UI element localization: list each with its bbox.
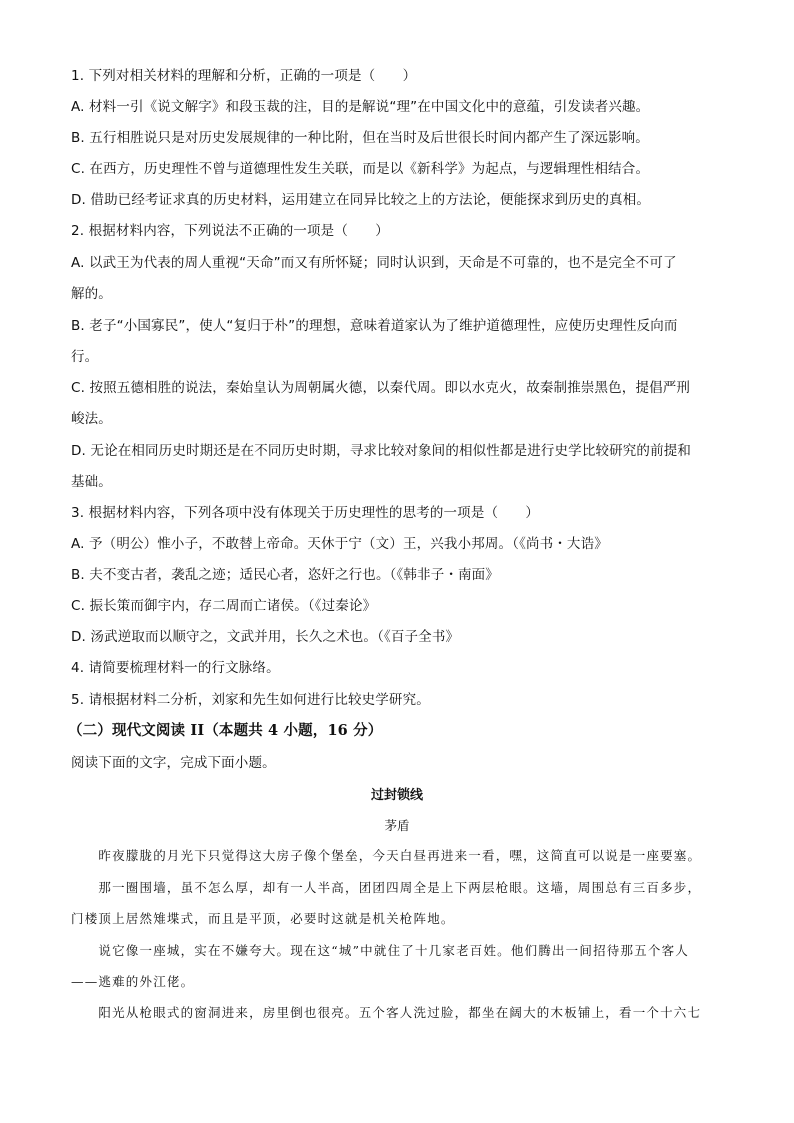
q2-stem: 2. 根据材料内容，下列说法不正确的一项是（ ） xyxy=(71,223,389,239)
q2-option-b-line2: 行。 xyxy=(71,349,99,365)
story-author: 茅盾 xyxy=(384,818,410,833)
section-heading: （二）现代文阅读 II（本题共 4 小题，16 分） xyxy=(68,722,383,739)
story-line: 那一圈围墙，虽不怎么厚，却有一人半高，团团四周全是上下两层枪眼。这墙，周围总有三百多步， xyxy=(71,880,702,895)
story-line: 阳光从枪眼式的窗洞进来，房里倒也很亮。五个客人洗过脸，都坐在阔大的木板铺上，看一个十六七 xyxy=(71,1005,702,1020)
q3-stem: 3. 根据材料内容，下列各项中没有体现关于历史理性的思考的一项是（ ） xyxy=(71,505,540,521)
q3-option-b: B. 夫不变古者，袭乱之迹；适民心者，恣奸之行也。（《韩非子・南面》 xyxy=(71,567,499,583)
section-instruction: 阅读下面的文字，完成下面小题。 xyxy=(71,755,276,771)
story-line: 门楼顶上居然雉堞式，而且是平顶，必要时这就是机关枪阵地。 xyxy=(71,911,455,926)
story-line: 说它像一座城，实在不嫌夸大。现在这“城”中就住了十几家老百姓。他们腾出一间招待那五个客人 xyxy=(71,943,689,958)
story-line: 昨夜朦胧的月光下只觉得这大房子像个堡垒，今天白昼再进来一看，嘿，这简直可以说是一座要塞。 xyxy=(71,848,702,863)
story-line: ——逃难的外江佬。 xyxy=(71,974,195,989)
q5-stem: 5. 请根据材料二分析，刘家和先生如何进行比较史学研究。 xyxy=(71,692,430,708)
q1-option-c: C. 在西方，历史理性不曾与道德理性发生关联，而是以《新科学》为起点，与逻辑理性相结合。 xyxy=(71,161,650,177)
q2-option-c-line2: 峻法。 xyxy=(71,411,112,427)
q4-stem: 4. 请简要梳理材料一的行文脉络。 xyxy=(71,660,280,676)
q2-option-a-line1: A. 以武王为代表的周人重视“天命”而又有所怀疑；同时认识到，天命是不可靠的，也不是完全不可了 xyxy=(71,255,677,271)
q2-option-d-line2: 基础。 xyxy=(71,474,112,490)
q3-option-d: D. 汤武逆取而以顺守之，文武并用，长久之术也。（《百子全书》 xyxy=(71,629,460,645)
q1-option-d: D. 借助已经考证求真的历史材料，运用建立在同异比较之上的方法论，便能探求到历史的真相。 xyxy=(71,192,651,208)
q2-option-d-line1: D. 无论在相同历史时期还是在不同历史时期，寻求比较对象间的相似性都是进行史学比较研究的前提和 xyxy=(71,443,692,459)
q3-option-a: A. 予（明公）惟小子，不敢替上帝命。天休于宁（文）王，兴我小邦周。（《尚书・大诰》 xyxy=(71,536,608,552)
q2-option-a-line2: 解的。 xyxy=(71,286,112,302)
q3-option-c: C. 振长策而御宇内，存二周而亡诸侯。（《过秦论》 xyxy=(71,598,377,614)
q2-option-c-line1: C. 按照五德相胜的说法，秦始皇认为周朝属火德，以秦代周。即以水克火，故秦制推崇黑色，提倡严刑 xyxy=(71,380,691,396)
q1-option-a: A. 材料一引《说文解字》和段玉裁的注，目的是解说“理”在中国文化中的意蕴，引发读者兴趣。 xyxy=(71,99,650,115)
story-title: 过封锁线 xyxy=(370,788,423,803)
q1-option-b: B. 五行相胜说只是对历史发展规律的一种比附，但在当时及后世很长时间内都产生了深远影响。 xyxy=(71,130,649,146)
q2-option-b-line1: B. 老子“小国寡民”，使人“复归于朴”的理想，意味着道家认为了维护道德理性，应使历史理性反向而 xyxy=(71,318,678,334)
q1-stem: 1. 下列对相关材料的理解和分析，正确的一项是（ ） xyxy=(71,68,417,84)
